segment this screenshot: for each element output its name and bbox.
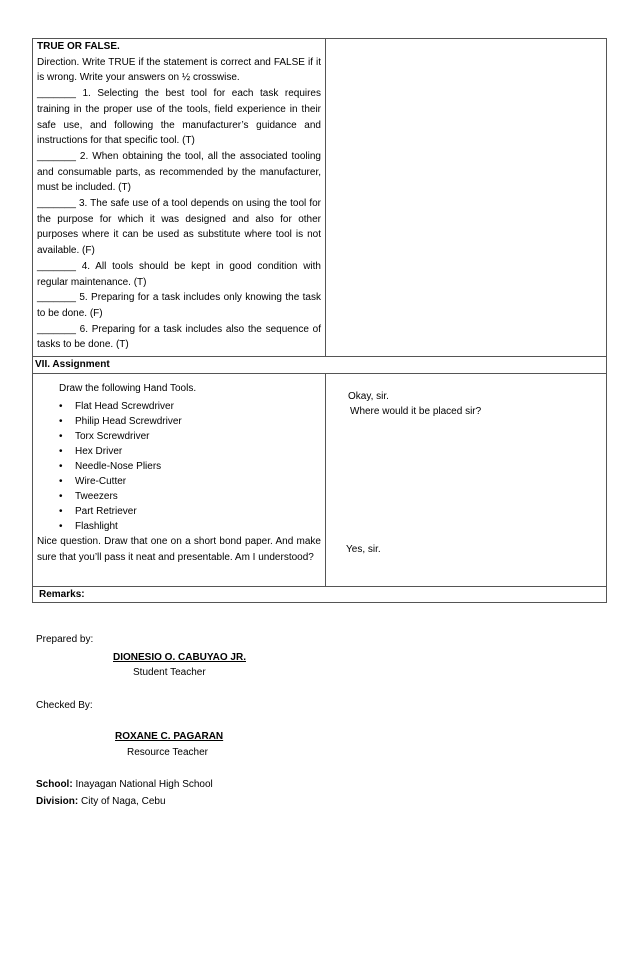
tool-list-item: • Needle-Nose Pliers: [59, 461, 162, 473]
division-value: City of Naga, Cebu: [78, 796, 166, 807]
quiz-item-1: _______ 1. Selecting the best tool for each task requires training in the proper use of the tools, field experience in their safe use, and following the manufacturer’s guidance and instructions for that specific tool. (T): [37, 88, 321, 147]
tool-list: [37, 399, 321, 534]
prepared-by-name: DIONESIO O. CABUYAO JR.: [113, 652, 246, 663]
bullet-icon: •: [59, 431, 63, 443]
tool-list-item: • Part Retriever: [59, 506, 137, 518]
quiz-item-3: _______ 3. The safe use of a tool depends on using the tool for the purpose for which it was designed and also for other purposes where it can be used as substitute where tool is not available. (F): [37, 198, 321, 257]
bullet-icon: •: [59, 446, 63, 458]
assignment-student-cell: [326, 373, 607, 586]
division-label: Division:: [36, 796, 79, 807]
school-value: Inayagan National High School: [72, 779, 213, 790]
tool-list-item: • Philip Head Screwdriver: [59, 416, 182, 428]
tool-list-item: • Wire-Cutter: [59, 476, 127, 488]
quiz-cell: [33, 39, 326, 357]
quiz-item-4: _______ 4. All tools should be kept in good condition with regular maintenance. (T): [37, 260, 321, 288]
bullet-icon: •: [59, 491, 63, 503]
remarks-label: Remarks:: [33, 586, 607, 603]
assignment-heading-row: [33, 357, 607, 374]
quiz-response-cell: [326, 39, 607, 357]
student-reply-okay: Okay, sir.: [348, 390, 389, 402]
prepared-by-label: Prepared by:: [36, 634, 94, 645]
tool-list-item: • Torx Screwdriver: [59, 431, 150, 443]
bullet-icon: •: [59, 506, 63, 518]
school-label: School:: [36, 779, 73, 790]
assignment-heading: VII. Assignment: [33, 357, 607, 374]
quiz-row: [33, 39, 607, 357]
assignment-intro: Draw the following Hand Tools.: [59, 382, 197, 394]
division-line: [36, 796, 166, 807]
bullet-icon: •: [59, 401, 63, 413]
tool-list-item: • Hex Driver: [59, 446, 123, 458]
tool-list-item: • Tweezers: [59, 491, 118, 503]
bullet-icon: •: [59, 521, 63, 533]
bullet-icon: •: [59, 461, 63, 473]
lesson-plan-table: [32, 38, 607, 603]
checked-by-name: ROXANE C. PAGARAN: [115, 731, 224, 742]
school-line: [36, 779, 213, 790]
lesson-plan-document: [32, 38, 606, 603]
checked-by-role: Resource Teacher: [127, 747, 208, 758]
quiz-item-2: _______ 2. When obtaining the tool, all the associated tooling and consumable parts, as recommended by the manufacturer, must be included. (T): [37, 150, 321, 194]
remarks-row: [33, 586, 607, 603]
prepared-by-role: Student Teacher: [133, 667, 206, 678]
assignment-closing: Nice question. Draw that one on a short bond paper. And make sure that you’ll pass it neat and presentable. Am I understood?: [37, 536, 321, 564]
student-reply-question: Where would it be placed sir?: [350, 406, 482, 418]
tool-list-item: • Flashlight: [59, 521, 118, 533]
student-reply-yes: Yes, sir.: [346, 544, 381, 556]
bullet-icon: •: [59, 476, 63, 488]
checked-by-label: Checked By:: [36, 700, 93, 711]
quiz-item-6: _______ 6. Preparing for a task includes also the sequence of tasks to be done. (T): [37, 323, 321, 351]
assignment-row: [33, 373, 607, 586]
tool-list-item: • Flat Head Screwdriver: [59, 401, 174, 413]
quiz-heading: TRUE OR FALSE.: [37, 41, 120, 52]
bullet-icon: •: [59, 416, 63, 428]
assignment-teacher-cell: [33, 373, 326, 586]
quiz-item-5: _______ 5. Preparing for a task includes only knowing the task to be done. (F): [37, 292, 321, 319]
quiz-direction: Direction. Write TRUE if the statement is correct and FALSE if it is wrong. Write your answers on ½ crosswise.: [37, 56, 321, 84]
